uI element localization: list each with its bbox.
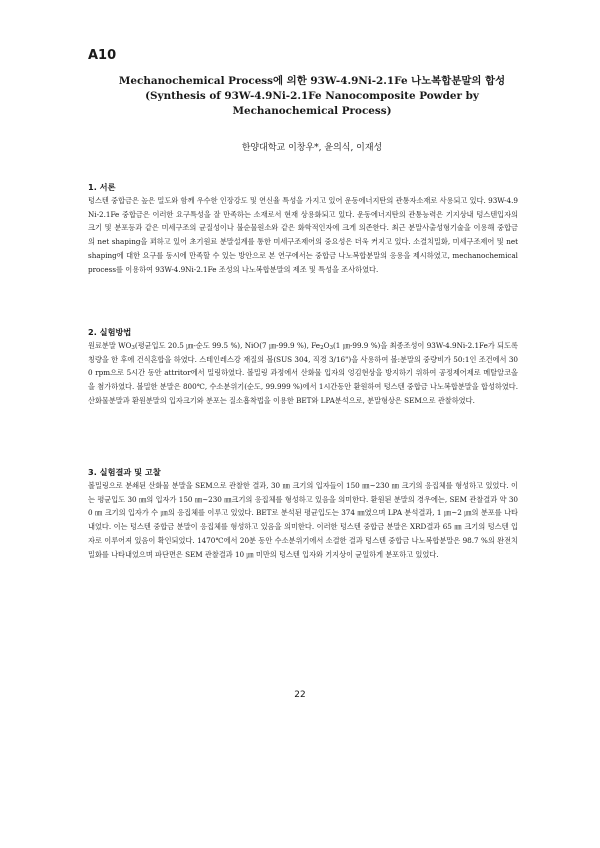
section-heading-methods: 2. 실험방법 [88, 327, 132, 337]
section-heading-results: 3. 실험결과 및 고찰 [88, 467, 161, 477]
section-body-methods [88, 339, 518, 408]
subscript: 2 [320, 345, 324, 351]
title-line-english-1: (Synthesis of 93W-4.9Ni-2.1Fe Nanocomposite Powder by [145, 90, 479, 102]
section-methods [88, 325, 518, 408]
abstract-code: A10 [88, 48, 117, 63]
section-results [88, 465, 518, 561]
methods-text-4: (1 ㎛-99.9 %)을 최종조성이 93W-4.9Ni-2.1Fe가 되도록 칭량을 한 후에 건식혼합을 하였다. 스테인레스강 재질의 볼(SUS 304, 직경 3/16")을 사용하여 볼:분말의 중량비가 50:1인 조건에서 300 rpm으로 5시간 동안 attritor에서 밀링하였다. 볼밀링 과정에서 산화물 입자의 엉김현상을 방지하기 위하여 공정제어제로 메탈알코올을 첨가하였다. 볼밀한 분말은 800℃, 수소분위기(순도, 99.999 %)에서 1시간동안 환원하여 텅스텐 중합금 나노복합분말을 합성하였다. 산화물분말과 환원분말의 입자크기와 분포는 질소흡착법을 이용한 BET와 LPA분석으로, 분말형상은 SEM으로 관찰하였다. [88, 341, 518, 405]
author-list: 한양대학교 이창우*, 윤의식, 이재성 [241, 143, 383, 153]
subscript: 3 [131, 345, 135, 351]
subscript: 3 [329, 345, 333, 351]
section-body-results: 볼밀링으로 분쇄된 산화물 분말을 SEM으로 관찰한 결과, 30 ㎚ 크기의 입자들이 150 ㎚~230 ㎚ 크기의 응집체를 형성하고 있었다. 이는 평균입도 30 ㎚의 입자가 150 ㎚~230 ㎚크기의 응집체를 형성하고 있음을 의미한다. 환원된 분말의 경우에는, SEM 관찰결과 약 300 ㎚ 크기의 입자가 수 ㎛의 응집체를 이루고 있었다. BET로 분석된 평균입도는 374 ㎚였으며 LPA 분석결과, 1 ㎛~2 ㎛의 분포를 나타내었다. 이는 텅스텐 중합금 분말이 응집체를 형성하고 있음을 의미한다. 이러한 텅스텐 중합금 분말은 XRD결과 65 ㎚ 크기의 텅스텐 입자로 이루어져 있음이 확인되었다. 1470℃에서 20분 동안 수소분위기에서 소결한 결과 텅스텐 중합금 나노복합분말은 98.7 %의 완전치밀화를 나타내었으며 파단면은 SEM 관찰결과 10 ㎛ 미만의 텅스텐 입자와 기지상이 균일하게 분포하고 있었다. [88, 481, 518, 559]
methods-text-2: (평균입도 20.5 ㎛-순도 99.5 %), NiO(7 ㎛-99.9 %), Fe [134, 341, 321, 350]
title-line-korean: Mechanochemical Process에 의한 93W-4.9Ni-2.1Fe 나노복합분말의 합성 [118, 75, 506, 87]
methods-text-1: 원료분말 WO [88, 341, 132, 350]
page-number: 22 [294, 690, 306, 700]
section-introduction [88, 180, 518, 276]
section-heading-introduction: 1. 서론 [88, 182, 116, 192]
methods-text-3: O [323, 341, 330, 350]
paper-title [100, 74, 524, 119]
section-body-introduction: 텅스텐 중합금은 높은 밀도와 함께 우수한 인장강도 및 연신율 특성을 가지고 있어 운동에너지탄의 관통자소재로 사용되고 있다. 93W-4.9Ni-2.1Fe 중합금은 이러한 요구특성을 잘 만족하는 소재로서 현재 상용화되고 있다. 운동에너지탄의 관통능력은 기지상내 텅스텐입자의 크기 및 분포등과 같은 미세구조의 균질성이나 불순물원소와 같은 화학적인자에 크게 의존한다. 최근 분말사출성형기술을 이용해 중합금의 net shaping을 꾀하고 있어 초기원료 분말설계를 통한 미세구조제어의 중요성은 더욱 커지고 있다. 소결치밀화, 미세구조제어 및 net shaping에 대한 요구를 동시에 만족할 수 있는 방안으로 본 연구에서는 중합금 나노복합분말의 응용을 제시하였고, mechanochemical process를 이용하여 93W-4.9Ni-2.1Fe 조성의 나노복합분말의 제조 및 특성을 조사하였다. [88, 196, 518, 274]
title-line-english-2: Mechanochemical Process) [232, 105, 392, 117]
